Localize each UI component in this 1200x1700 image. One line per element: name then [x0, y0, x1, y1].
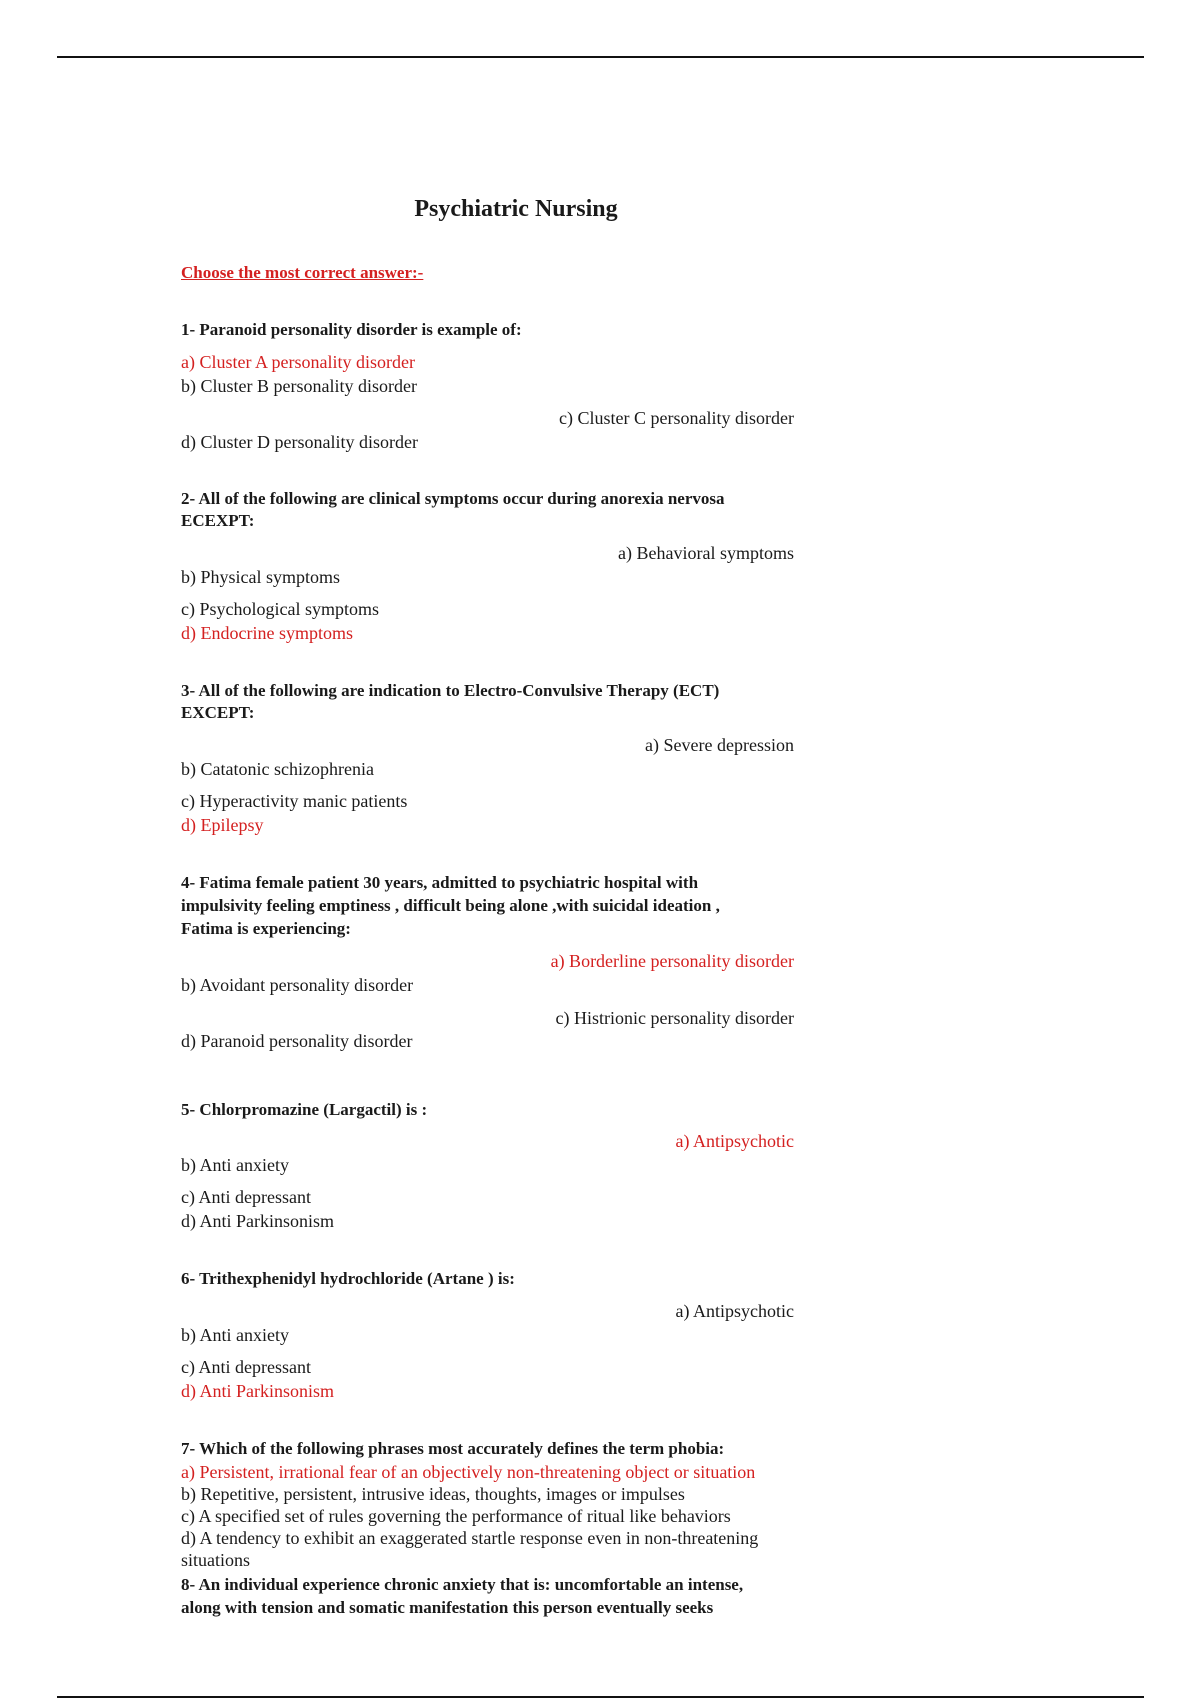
- q1-option-d: d) Cluster D personality disorder: [181, 432, 418, 452]
- q5-option-d: d) Anti Parkinsonism: [181, 1211, 335, 1231]
- q4-option-a: a) Borderline personality disorder: [550, 951, 794, 971]
- q5-option-a: a) Antipsychotic: [675, 1131, 794, 1151]
- q5-option-c: c) Anti depressant: [181, 1187, 311, 1207]
- q5-option-b: b) Anti anxiety: [181, 1155, 289, 1175]
- q6-option-c: c) Anti depressant: [181, 1357, 311, 1377]
- instruction-heading: Choose the most correct answer:-: [181, 263, 424, 282]
- q7-option-c: c) A specified set of rules governing the performance of ritual like behaviors: [181, 1506, 731, 1526]
- q2-option-a: a) Behavioral symptoms: [618, 543, 794, 563]
- q1-option-c: c) Cluster C personality disorder: [559, 408, 794, 428]
- q7-option-d: d) A tendency to exhibit an exaggerated startle response even in non-threatening: [181, 1528, 759, 1548]
- q3-option-b: b) Catatonic schizophrenia: [181, 759, 374, 779]
- question-3-line1: 3- All of the following are indication to Electro-Convulsive Therapy (ECT): [181, 681, 720, 700]
- question-2-line1: 2- All of the following are clinical symptoms occur during anorexia nervosa: [181, 489, 725, 508]
- q6-option-a: a) Antipsychotic: [675, 1301, 794, 1321]
- bottom-rule: [57, 1696, 1144, 1698]
- q3-option-a: a) Severe depression: [645, 735, 794, 755]
- question-5: 5- Chlorpromazine (Largactil) is :: [181, 1100, 428, 1119]
- q4-option-d: d) Paranoid personality disorder: [181, 1031, 413, 1051]
- question-4-line3: Fatima is experiencing:: [181, 919, 351, 938]
- question-4-line2: impulsivity feeling emptiness , difficult being alone ,with suicidal ideation ,: [181, 896, 720, 915]
- q1-option-b: b) Cluster B personality disorder: [181, 376, 417, 396]
- top-rule: [57, 56, 1144, 58]
- question-1: 1- Paranoid personality disorder is example of:: [181, 320, 522, 339]
- question-4-line1: 4- Fatima female patient 30 years, admitted to psychiatric hospital with: [181, 873, 699, 892]
- q7-option-a: a) Persistent, irrational fear of an objectively non-threatening object or situation: [181, 1462, 756, 1482]
- q1-option-a: a) Cluster A personality disorder: [181, 352, 415, 372]
- q7-option-b: b) Repetitive, persistent, intrusive ideas, thoughts, images or impulses: [181, 1484, 685, 1504]
- q2-option-c: c) Psychological symptoms: [181, 599, 379, 619]
- q3-option-d: d) Epilepsy: [181, 815, 264, 835]
- q4-option-b: b) Avoidant personality disorder: [181, 975, 414, 995]
- question-3-line2: EXCEPT:: [181, 703, 255, 722]
- q2-option-b: b) Physical symptoms: [181, 567, 341, 587]
- q6-option-d: d) Anti Parkinsonism: [181, 1381, 335, 1401]
- q3-option-c: c) Hyperactivity manic patients: [181, 791, 408, 811]
- question-8-line1: 8- An individual experience chronic anxiety that is: uncomfortable an intense,: [181, 1575, 744, 1594]
- question-7: 7- Which of the following phrases most accurately defines the term phobia:: [181, 1439, 725, 1458]
- q7-option-d-continued: situations: [181, 1550, 251, 1570]
- question-8-line2: along with tension and somatic manifestation this person eventually seeks: [181, 1598, 714, 1617]
- q2-option-d: d) Endocrine symptoms: [181, 623, 353, 643]
- q4-option-c: c) Histrionic personality disorder: [555, 1008, 794, 1028]
- question-2-line2: ECEXPT:: [181, 511, 255, 530]
- page-title: Psychiatric Nursing: [414, 196, 618, 222]
- question-6: 6- Trithexphenidyl hydrochloride (Artane ) is:: [181, 1269, 515, 1288]
- q6-option-b: b) Anti anxiety: [181, 1325, 289, 1345]
